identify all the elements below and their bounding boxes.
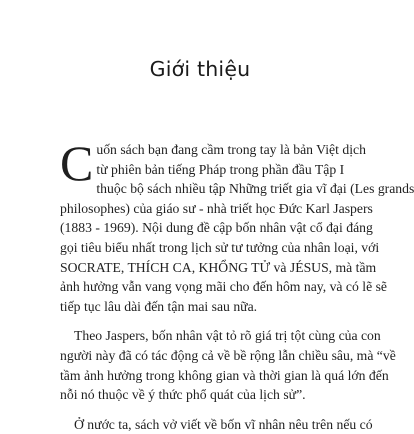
body-text <box>60 135 414 434</box>
text-line: ảnh hưởng vẫn vang vọng mãi cho đến hôm nay, và có lẽ sẽ <box>60 279 387 295</box>
text-line: philosophes) của giáo sư - nhà triết học Đức Karl Jaspers <box>60 200 373 216</box>
text-line: gọi tiêu biểu nhất trong lịch sử tư tưởng của nhân loại, với <box>60 239 380 255</box>
text-line: (1883 - 1969). Nội dung đề cập bốn nhân vật cổ đại đáng <box>60 220 373 236</box>
text-line: Theo Jaspers, bốn nhân vật tỏ rõ giá trị tột cùng của con <box>74 328 381 344</box>
paragraph-2 <box>60 326 396 404</box>
text-line: từ phiên bản tiếng Pháp trong phần đầu Tập I <box>96 161 345 177</box>
text-line: tầm ảnh hưởng trong không gian và thời gian là quá lớn đến <box>60 367 389 383</box>
text-line: người này đã có tác động cả về bề rộng lẫn chiều sâu, mà “về <box>60 347 396 363</box>
text-line: nỗi nó thuộc về ý thức phổ quát của lịch sử”. <box>60 387 306 403</box>
text-line: tiếp tục lâu dài đến tận mai sau nữa. <box>60 298 258 314</box>
chapter-title: Giới thiệu <box>149 57 251 81</box>
text-line: thuộc bộ sách nhiều tập Những triết gia vĩ đại (Les grands <box>96 181 414 197</box>
text-line: SOCRATE, THÍCH CA, KHỔNG TỬ và JÉSUS, mà tầm <box>60 259 377 275</box>
paragraph-3 <box>60 415 373 434</box>
text-line: Ở nước ta, sách vở viết về bốn vĩ nhân nêu trên nếu có <box>74 416 373 432</box>
drop-cap: C <box>60 135 94 191</box>
text-line: uốn sách bạn đang cầm trong tay là bản Việt dịch <box>96 142 366 157</box>
paragraph-1 <box>60 135 414 316</box>
